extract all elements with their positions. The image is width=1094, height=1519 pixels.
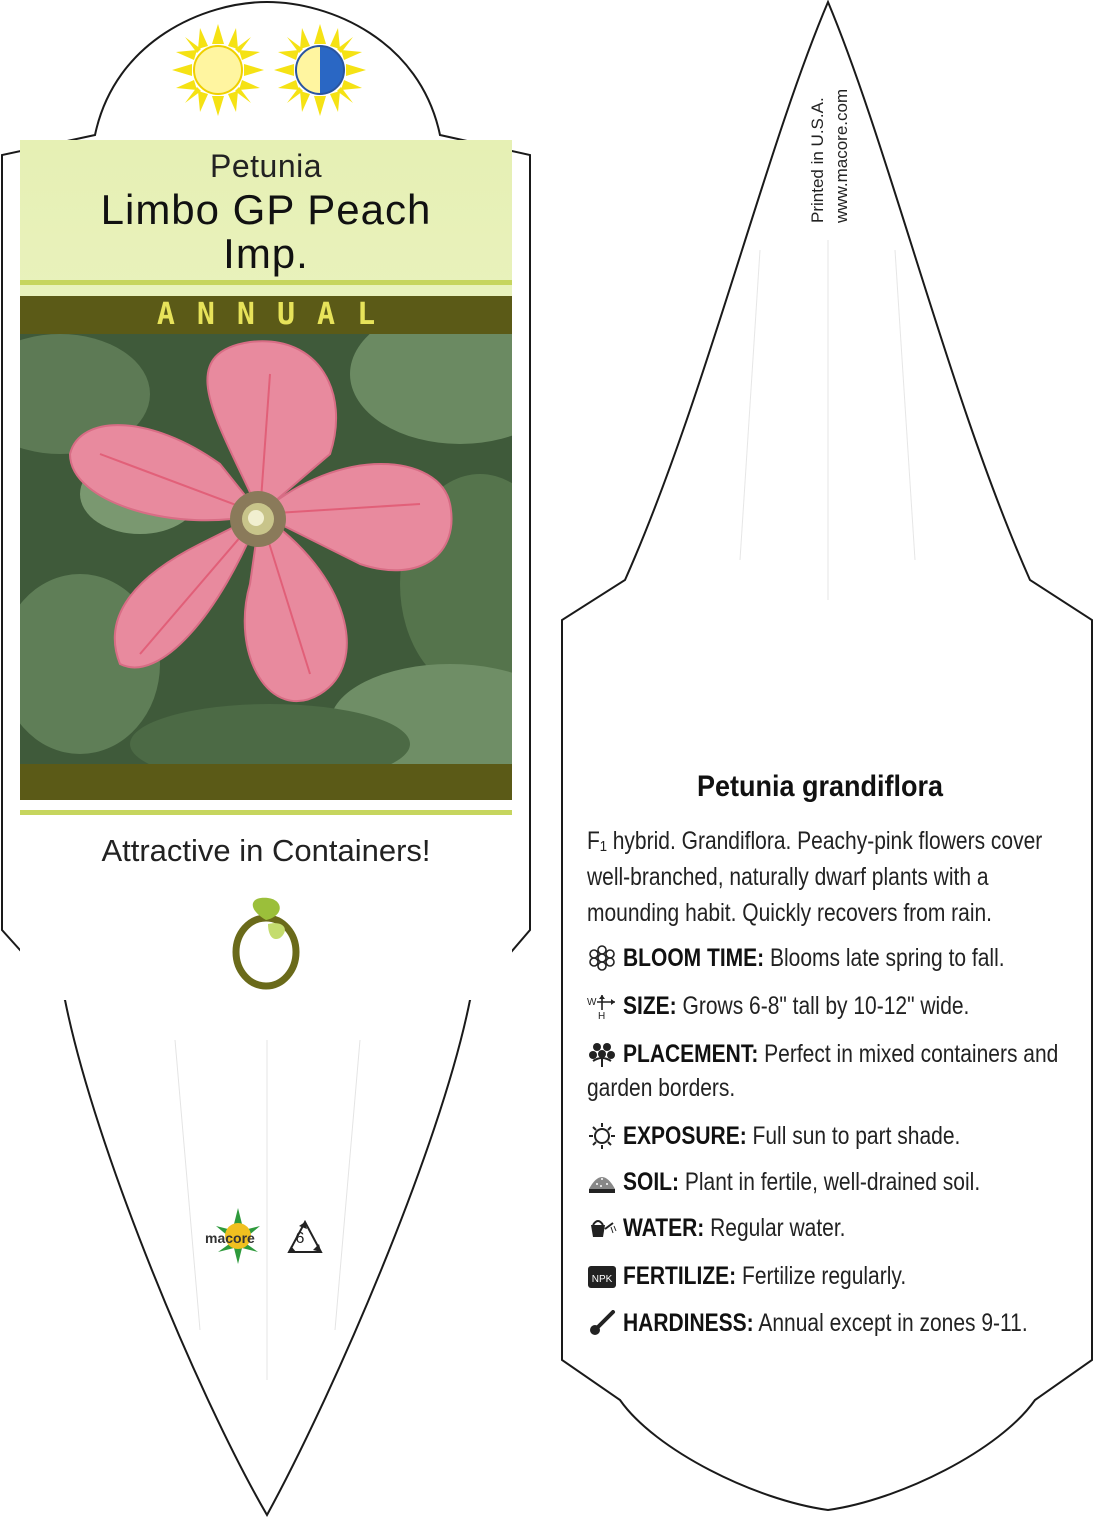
attr-label: BLOOM TIME: — [623, 944, 765, 972]
description-line1: F₁ hybrid. Grandiflora. Peachy-pink flowers cover — [587, 827, 1043, 855]
flower-icon — [587, 945, 617, 971]
npk-bag-icon — [587, 1263, 617, 1289]
attr-label: EXPOSURE: — [623, 1122, 747, 1150]
slogan: Attractive in Containers! — [101, 833, 431, 868]
attr-water — [587, 1210, 888, 1246]
size-w-letter: W — [587, 997, 597, 1008]
printed-info — [808, 58, 851, 238]
attr-value: Annual except in zones 9-11. — [758, 1309, 1028, 1337]
printed-in-text: Printed in U.S.A. — [808, 97, 827, 223]
attr-label: WATER: — [623, 1214, 705, 1242]
attr-size — [587, 988, 1035, 1024]
attr-fertilize — [587, 1258, 960, 1294]
size-h-letter: H — [598, 1011, 606, 1019]
soil-pile-icon — [587, 1169, 617, 1195]
attr-bloom-time — [587, 940, 1077, 976]
part-shade-icon — [272, 22, 368, 118]
attr-value: garden borders. — [587, 1074, 736, 1102]
attr-soil — [587, 1164, 1048, 1200]
description-line2: well-branched, naturally dwarf plants with a — [587, 863, 989, 891]
attr-value: Perfect in mixed containers and — [764, 1040, 1059, 1068]
attr-value: Plant in fertile, well-drained soil. — [684, 1168, 981, 1196]
back-description-panel — [585, 770, 1065, 804]
attr-placement-continued — [587, 1070, 764, 1106]
description — [587, 823, 1057, 931]
attr-label: HARDINESS: — [623, 1309, 754, 1337]
attr-label: PLACEMENT: — [623, 1040, 759, 1068]
attr-label: SOIL: — [623, 1168, 680, 1196]
attr-value: Full sun to part shade. — [752, 1122, 961, 1150]
scientific-name: Petunia grandiflora — [696, 770, 944, 803]
attr-value: Grows 6-8" tall by 10-12" wide. — [682, 992, 970, 1020]
description-line3: mounding habit. Quickly recovers from rain. — [587, 899, 993, 927]
flower-cluster-icon — [587, 1041, 617, 1067]
attr-label: SIZE: — [623, 992, 677, 1020]
website-text: www.macore.com — [832, 88, 851, 223]
watering-can-icon — [587, 1215, 617, 1241]
attr-exposure — [587, 1118, 1025, 1154]
flower-photo — [20, 334, 512, 764]
photo-bottom-band — [20, 764, 512, 800]
macore-logo-text: macore — [205, 1230, 255, 1246]
attr-placement — [587, 1036, 1094, 1072]
thermometer-icon — [587, 1310, 617, 1336]
npk-label: NPK — [591, 1274, 613, 1285]
genus-name: Petunia — [209, 148, 323, 184]
attr-value: Regular water. — [710, 1214, 846, 1242]
category-label: ANNUAL — [156, 297, 398, 332]
attr-label: FERTILIZE: — [623, 1262, 737, 1290]
seedling-logo-icon — [228, 890, 308, 990]
size-arrows-icon — [587, 993, 617, 1019]
full-sun-icon — [170, 22, 266, 118]
recycle-number: 6 — [295, 1230, 305, 1247]
attr-value: Fertilize regularly. — [742, 1262, 907, 1290]
attr-hardiness — [587, 1305, 1094, 1341]
variety-name-line2: Imp. — [223, 230, 309, 277]
sun-outline-icon — [587, 1123, 617, 1149]
variety-name-line1: Limbo GP Peach — [100, 186, 432, 233]
attr-value: Blooms late spring to fall. — [769, 944, 1005, 972]
